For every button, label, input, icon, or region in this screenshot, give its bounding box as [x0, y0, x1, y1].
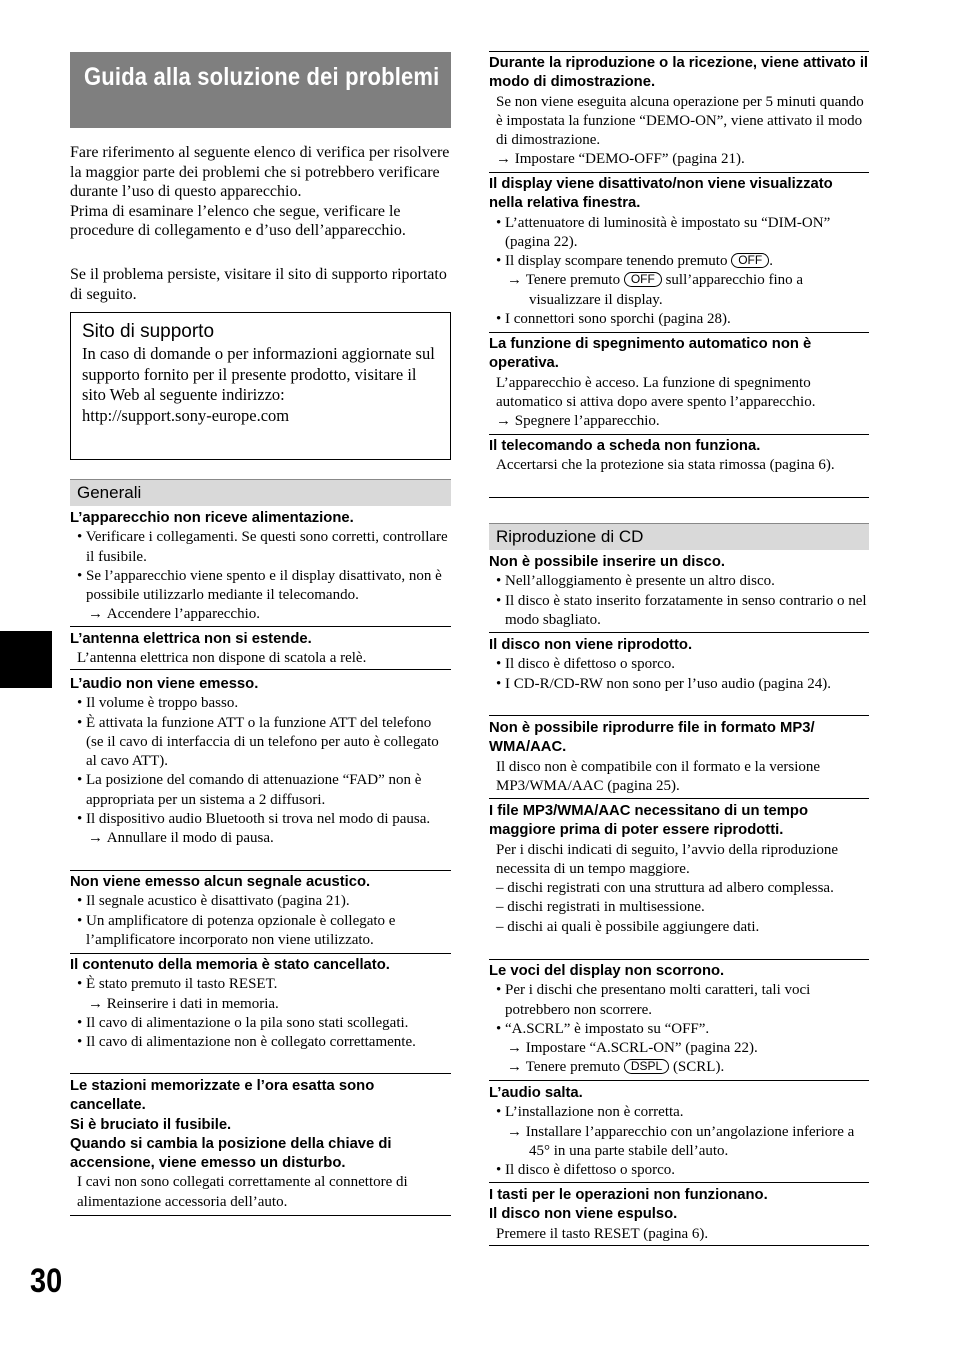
- cause-text: Il disco è difettoso o sporco.: [505, 1162, 675, 1179]
- arrow-icon: →: [507, 272, 522, 289]
- remedy-text: Installare l’apparecchio con un’angolazione inferiore a 45° in una parte stabile dell’auto.: [525, 1123, 855, 1159]
- arrow-icon: →: [88, 830, 103, 847]
- cause-text: Nell’alloggiamento è presente un altro disco.: [505, 573, 775, 590]
- arrow-icon: →: [507, 1059, 522, 1076]
- section-header-generali: [70, 479, 451, 506]
- arrow-icon: →: [88, 995, 103, 1012]
- problem-heading: Quando si cambia la posizione della chiave di accensione, viene emesso un disturbo.: [70, 1135, 392, 1172]
- dspl-button-label: DSPL: [624, 1059, 669, 1074]
- remedy-text: Tenere premuto: [525, 1059, 621, 1076]
- support-box: [70, 312, 451, 460]
- answer-text: Premere il tasto RESET (pagina 6).: [496, 1225, 709, 1242]
- trouble-item: Il contenuto della memoria è stato cancellato. • È stato premuto il tasto RESET. → Reinserire i dati in memoria. • Il cavo di alimentazione o la pila sono stati scollegati. • Il cavo di alimentazione non è collegato correttamente.: [70, 956, 451, 1074]
- cause-text: “A.SCRL” è impostato su “OFF”.: [505, 1020, 710, 1037]
- arrow-icon: →: [88, 606, 103, 623]
- remedy-text: Impostare “A.SCRL-ON” (pagina 22).: [525, 1040, 758, 1057]
- trouble-item: Non viene emesso alcun segnale acustico. • Il segnale acustico è disattivato (pagina 21). • Un amplificatore di potenza opzionale è collegato e l’amplificatore incorporato non viene utilizzato.: [70, 873, 451, 954]
- answer-text: Accertarsi che la protezione sia stata rimossa (pagina 6).: [496, 457, 835, 474]
- problem-heading: L’antenna elettrica non si estende.: [70, 631, 312, 647]
- answer-text: Per i dischi indicati di seguito, l’avvio della riproduzione necessita di un tempo maggiore.: [496, 841, 839, 877]
- problem-heading: Il contenuto della memoria è stato cancellato.: [70, 957, 390, 973]
- section-title: Riproduzione di CD: [496, 527, 644, 546]
- trouble-item: L’apparecchio non riceve alimentazione. • Verificare i collegamenti. Se questi sono corretti, controllare il fusibile. • Se l’apparecchio viene spento e il display disattivato, non è possibile utilizzarlo mediante il telecomando. → Accendere l’apparecchio.: [70, 509, 451, 627]
- cause-text: Il dispositivo audio Bluetooth si trova nel modo di pausa.: [86, 811, 431, 828]
- problem-heading: La funzione di spegnimento automatico non è operativa.: [489, 336, 812, 372]
- section-header-cd: [489, 523, 869, 550]
- answer-text: I cavi non sono collegati correttamente al connettore di alimentazione accessoria dell’auto.: [77, 1174, 408, 1210]
- cause-text: Il cavo di alimentazione non è collegato correttamente.: [86, 1034, 416, 1051]
- intro-paragraph-3: Se il problema persiste, visitare il sito di supporto riportato di seguito.: [70, 266, 447, 303]
- trouble-item: [70, 630, 451, 670]
- problem-heading: L’audio non viene emesso.: [70, 676, 259, 692]
- problem-heading: Il disco non viene espulso.: [489, 1206, 678, 1223]
- trouble-item: Non è possibile inserire un disco. • Nell’alloggiamento è presente un altro disco. • Il disco è stato inserito forzatamente in senso contrario o nel modo sbagliato.: [489, 553, 869, 633]
- trouble-item: L’audio non viene emesso. • Il volume è troppo basso. • È attivata la funzione ATT o la funzione ATT del telefono (se il cavo di interfaccia di un telefono per auto è collegato al cavo ATT). • La posizione del comando di attenuazione “FAD” non è appropriata per un sistema a 2 diffusori. • Il dispositivo audio Bluetooth si trova nel modo di pausa. → Annullare il modo di pausa.: [70, 675, 451, 871]
- cause-text: Se l’apparecchio viene spento e il display disattivato, non è possibile utilizzarlo mediante il telecomando.: [86, 567, 442, 604]
- answer-text: L’antenna elettrica non dispone di scatola a relè.: [77, 650, 367, 667]
- section-title: Generali: [77, 483, 142, 502]
- cause-text: I connettori sono sporchi (pagina 28).: [505, 311, 731, 328]
- remedy-text: sull’apparecchio fino a visualizzare il display.: [529, 272, 804, 308]
- divider: [489, 51, 869, 52]
- page-title: Guida alla soluzione dei problemi: [84, 63, 440, 91]
- cause-text: I CD-R/CD-RW non sono per l’uso audio (pagina 24).: [505, 675, 831, 692]
- cause-text: È attivata la funzione ATT o la funzione ATT del telefono (se il cavo di interfaccia di un telefono per auto è collegato al cavo ATT).: [86, 714, 439, 770]
- answer-text: Il disco non è compatibile con il formato e la versione MP3/WMA/AAC (pagina 25).: [496, 758, 821, 794]
- arrow-icon: →: [507, 1040, 522, 1057]
- problem-heading: Non è possibile riprodurre file in formato MP3/ WMA/AAC.: [489, 720, 815, 756]
- list-item: dischi registrati con una struttura ad albero complessa.: [507, 880, 834, 897]
- cause-text: L’installazione non è corretta.: [505, 1104, 684, 1121]
- page-number: 30: [30, 1262, 63, 1300]
- cause-text: Per i dischi che presentano molti caratteri, tali voci potrebbero non scorrere.: [505, 982, 811, 1018]
- support-body: [82, 344, 442, 426]
- cause-text: Il cavo di alimentazione o la pila sono stati scollegati.: [86, 1014, 409, 1031]
- trouble-item: Il display viene disattivato/non viene visualizzato nella relativa finestra. • L’attenuatore di luminosità è impostato su “DIM-ON” (pagina 22). • Il display scompare tenendo premuto OFF . → Tenere premuto OFF sull’apparecchio fino a visualizzare il display. • I connettori sono sporchi (pagina 28).: [489, 175, 869, 333]
- cause-text: Un amplificatore di potenza opzionale è collegato e l’amplificatore incorporato non viene utilizzato.: [86, 912, 396, 948]
- problem-heading: Il telecomando a scheda non funziona.: [489, 438, 761, 454]
- problem-heading: Le stazioni memorizzate e l’ora esatta sono cancellate.: [70, 1078, 375, 1114]
- trouble-item: Le voci del display non scorrono. • Per i dischi che presentano molti caratteri, tali voci potrebbero non scorrere. • “A.SCRL” è impostato su “OFF”. → Impostare “A.SCRL-ON” (pagina 22). → Tenere premuto DSPL (SCRL).: [489, 962, 869, 1081]
- cause-text: La posizione del comando di attenuazione “FAD” non è appropriata per un sistema a 2 diffusori.: [86, 772, 422, 808]
- problem-heading: L’audio salta.: [489, 1085, 583, 1101]
- trouble-item: [70, 1077, 451, 1216]
- intro-text: [70, 143, 451, 241]
- support-title: Sito di supporto: [82, 321, 215, 342]
- answer-text: Se non viene eseguita alcuna operazione per 5 minuti quando è impostata la funzione “DEMO-ON”, viene attivato il modo di dimostrazione.: [496, 93, 864, 149]
- trouble-item: I file MP3/WMA/AAC necessitano di un tempo maggiore prima di poter essere riprodotti. Per i dischi indicati di seguito, l’avvio della riproduzione necessita di un tempo maggiore. – dischi registrati con una struttura ad albero complessa. – dischi registrati in multisessione. – dischi ai quali è possibile aggiungere dati.: [489, 802, 869, 960]
- problem-heading: I tasti per le operazioni non funzionano.: [489, 1187, 768, 1203]
- problem-heading: Si è bruciato il fusibile.: [70, 1116, 232, 1133]
- problem-heading: Durante la riproduzione o la ricezione, viene attivato il modo di dimostrazione.: [489, 55, 869, 91]
- cause-text: Il volume è troppo basso.: [86, 695, 239, 712]
- problem-heading: L’apparecchio non riceve alimentazione.: [70, 510, 354, 526]
- remedy-text: Impostare “DEMO-OFF” (pagina 21).: [514, 151, 745, 168]
- intro-paragraph-2: Prima di esaminare l’elenco che segue, verificare le procedure di collegamento e d’uso dell’apparecchio.: [70, 202, 406, 239]
- remedy-text: Tenere premuto: [525, 272, 621, 289]
- support-text: In caso di domande o per informazioni aggiornate sul supporto fornito per il presente prodotto, visitare il sito Web al seguente indirizzo:: [82, 344, 435, 404]
- problem-heading: Non viene emesso alcun segnale acustico.: [70, 874, 371, 890]
- remedy-text: Spegnere l’apparecchio.: [514, 413, 660, 430]
- remedy-text: Annullare il modo di pausa.: [106, 830, 274, 847]
- list-item: dischi registrati in multisessione.: [507, 899, 705, 916]
- answer-text: L’apparecchio è acceso. La funzione di spegnimento automatico si attiva dopo avere spento l’apparecchio.: [496, 374, 816, 410]
- arrow-icon: →: [496, 413, 511, 430]
- arrow-icon: →: [496, 151, 511, 168]
- cause-text: Il disco è difettoso o sporco.: [505, 656, 675, 673]
- trouble-item: [489, 1186, 869, 1246]
- trouble-item: [489, 719, 869, 799]
- cause-text: L’attenuatore di luminosità è impostato su “DIM-ON” (pagina 22).: [505, 214, 831, 250]
- arrow-icon: →: [507, 1123, 522, 1140]
- remedy-text: Accendere l’apparecchio.: [106, 606, 260, 623]
- title-banner: [70, 52, 451, 128]
- cause-text: È stato premuto il tasto RESET.: [86, 976, 278, 993]
- problem-heading: Le voci del display non scorrono.: [489, 963, 725, 979]
- trouble-item: [489, 54, 869, 173]
- problem-heading: I file MP3/WMA/AAC necessitano di un tempo maggiore prima di poter essere riprodotti.: [489, 803, 808, 839]
- intro-paragraph-1: Fare riferimento al seguente elenco di verifica per risolvere la maggior parte dei problemi che si potrebbero verificare durante l’uso di questo apparecchio.: [70, 144, 450, 200]
- trouble-item: [489, 335, 869, 435]
- off-button-label: OFF: [624, 272, 662, 287]
- trouble-item: Il disco non viene riprodotto. • Il disco è difettoso o sporco. • I CD-R/CD-RW non sono per l’uso audio (pagina 24).: [489, 636, 869, 716]
- off-button-label: OFF: [731, 253, 769, 268]
- problem-heading: Non è possibile inserire un disco.: [489, 554, 725, 570]
- remedy-text: Reinserire i dati in memoria.: [106, 995, 279, 1012]
- cause-text: Il segnale acustico è disattivato (pagina 21).: [86, 893, 350, 910]
- trouble-item: L’audio salta. • L’installazione non è corretta. → Installare l’apparecchio con un’angolazione inferiore a 45° in una parte stabile dell’auto. • Il disco è difettoso o sporco.: [489, 1084, 869, 1183]
- side-tab-marker: [0, 631, 52, 688]
- trouble-item: [489, 437, 869, 498]
- list-item: dischi ai quali è possibile aggiungere dati.: [507, 918, 760, 935]
- cause-text: Il disco è stato inserito forzatamente in senso contrario o nel modo sbagliato.: [505, 592, 867, 628]
- problem-heading: Il display viene disattivato/non viene visualizzato nella relativa finestra.: [489, 176, 833, 212]
- cause-text: Verificare i collegamenti. Se questi sono corretti, controllare il fusibile.: [85, 529, 448, 565]
- support-url[interactable]: http://support.sony-europe.com: [82, 405, 290, 425]
- problem-heading: Il disco non viene riprodotto.: [489, 637, 693, 653]
- cause-text: Il display scompare tenendo premuto: [505, 253, 728, 270]
